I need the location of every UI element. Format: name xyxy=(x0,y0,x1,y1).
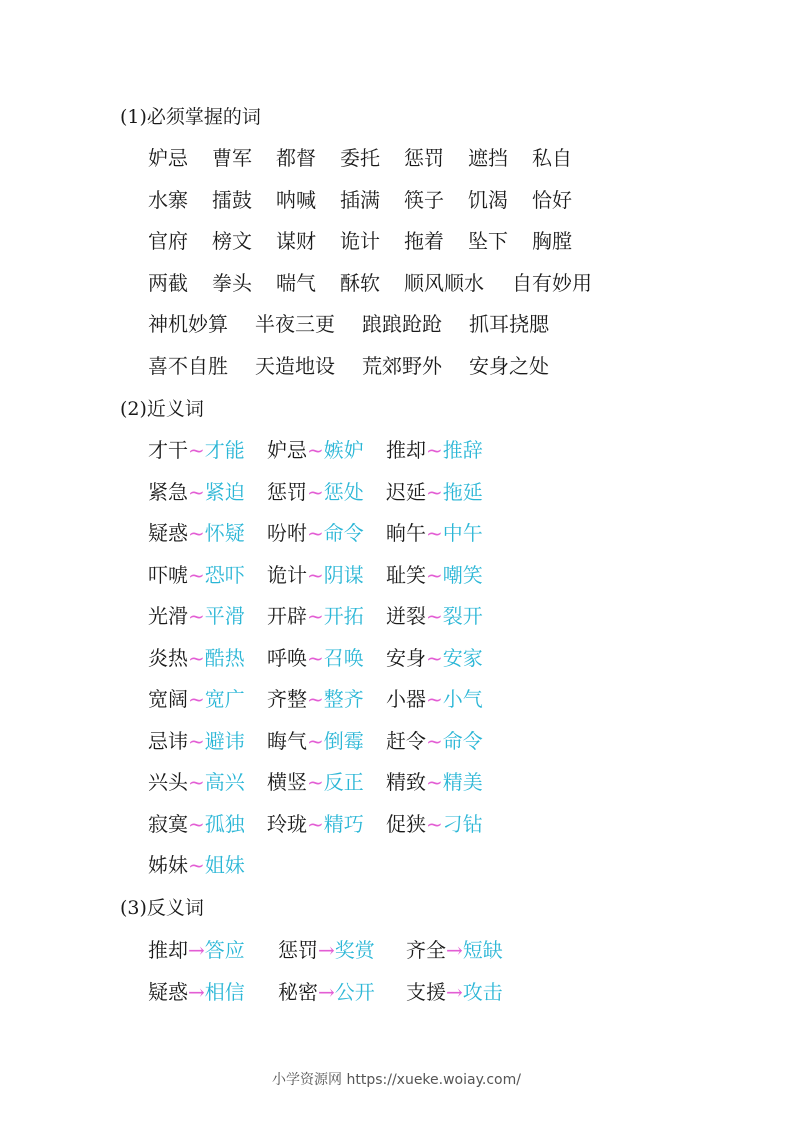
word-pair xyxy=(267,479,364,505)
answer-word: 开拓 xyxy=(323,604,364,628)
answer-word: 精美 xyxy=(442,770,483,794)
source-word: 惩罚 xyxy=(278,938,318,962)
tilde-separator: ~ xyxy=(426,645,443,670)
word-pair xyxy=(406,937,503,963)
answer-word: 孤独 xyxy=(204,811,245,836)
answer-word: 倒霉 xyxy=(323,728,364,753)
word-pair xyxy=(148,562,245,588)
source-word: 疑惑 xyxy=(148,521,188,545)
tilde-separator: ~ xyxy=(307,521,324,545)
source-word: 晌午 xyxy=(386,521,426,545)
source-word: 炎热 xyxy=(148,645,188,670)
answer-word: 攻击 xyxy=(462,979,503,1004)
vocab-word: 惩罚 xyxy=(404,146,444,170)
answer-word: 紧迫 xyxy=(204,479,245,504)
source-word: 寂寞 xyxy=(148,811,188,836)
answer-word: 命令 xyxy=(323,521,364,545)
answer-word: 相信 xyxy=(204,979,245,1004)
source-word: 迟延 xyxy=(386,479,426,504)
answer-word: 才能 xyxy=(204,438,245,462)
tilde-separator: ~ xyxy=(188,853,205,877)
word-pair xyxy=(148,520,245,546)
arrow-separator: → xyxy=(188,979,205,1004)
word-pair xyxy=(386,479,483,505)
vocab-word: 委托 xyxy=(340,146,380,170)
source-word: 才干 xyxy=(148,438,188,462)
word-pair xyxy=(267,686,364,712)
tilde-separator: ~ xyxy=(188,645,205,670)
vocab-word: 水寨 xyxy=(148,187,188,212)
answer-word: 短缺 xyxy=(462,938,503,962)
answer-word: 裂开 xyxy=(442,604,483,628)
tilde-separator: ~ xyxy=(426,438,443,462)
word-pair xyxy=(267,769,364,795)
word-pair xyxy=(267,728,364,754)
source-word: 紧急 xyxy=(148,479,188,504)
vocab-word: 饥渴 xyxy=(468,187,508,212)
tilde-separator: ~ xyxy=(188,811,205,836)
vocab-word: 妒忌 xyxy=(148,146,188,170)
vocab-word: 筷子 xyxy=(404,187,444,212)
word-pair xyxy=(148,979,245,1005)
answer-word: 中午 xyxy=(442,521,483,545)
source-word: 吩咐 xyxy=(267,521,307,545)
source-word: 耻笑 xyxy=(386,562,426,587)
tilde-separator: ~ xyxy=(188,728,205,753)
section-2-heading: (2)近义词 xyxy=(120,398,204,420)
vocab-word: 诡计 xyxy=(340,229,380,254)
vocab-word: 胸膛 xyxy=(532,229,572,254)
source-word: 妒忌 xyxy=(267,438,307,462)
vocab-word: 擂鼓 xyxy=(212,187,252,212)
tilde-separator: ~ xyxy=(307,645,324,670)
arrow-separator: → xyxy=(318,938,335,962)
tilde-separator: ~ xyxy=(307,728,324,753)
vocab-word: 恰好 xyxy=(532,187,572,212)
answer-word: 安家 xyxy=(442,645,483,670)
source-word: 晦气 xyxy=(267,728,307,753)
arrow-separator: → xyxy=(446,938,463,962)
vocab-word: 自有妙用 xyxy=(512,270,592,295)
answer-word: 平滑 xyxy=(204,604,245,628)
answer-word: 命令 xyxy=(442,728,483,753)
word-pair xyxy=(148,686,245,712)
tilde-separator: ~ xyxy=(426,770,443,794)
answer-word: 推辞 xyxy=(442,438,483,462)
word-pair xyxy=(148,645,245,671)
word-pair xyxy=(148,769,245,795)
word-pair xyxy=(278,937,375,963)
arrow-separator: → xyxy=(446,979,463,1004)
tilde-separator: ~ xyxy=(188,438,205,462)
vocab-word: 天造地设 xyxy=(255,354,335,378)
vocab-word: 坠下 xyxy=(468,229,508,254)
vocab-word: 两截 xyxy=(148,270,188,295)
vocab-word: 曹军 xyxy=(212,146,252,170)
vocab-word: 半夜三更 xyxy=(255,312,335,337)
source-word: 赶令 xyxy=(386,728,426,753)
word-pair xyxy=(148,852,245,878)
tilde-separator: ~ xyxy=(426,521,443,545)
word-pair xyxy=(267,520,364,546)
source-word: 疑惑 xyxy=(148,979,188,1004)
word-pair xyxy=(278,979,375,1005)
word-pair xyxy=(267,811,364,837)
word-pair xyxy=(386,811,483,837)
tilde-separator: ~ xyxy=(307,770,324,794)
word-pair xyxy=(386,645,483,671)
page-footer: 小学资源网 https://xueke.woiay.com/ xyxy=(272,1072,521,1088)
vocab-word: 喘气 xyxy=(276,270,316,295)
source-word: 忌讳 xyxy=(148,728,188,753)
vocab-word: 喜不自胜 xyxy=(148,354,228,378)
word-pair xyxy=(267,437,364,463)
tilde-separator: ~ xyxy=(307,479,324,504)
source-word: 推却 xyxy=(148,938,188,962)
arrow-separator: → xyxy=(188,938,205,962)
answer-word: 整齐 xyxy=(323,687,364,711)
source-word: 迸裂 xyxy=(386,604,426,628)
section-1-heading: (1)必须掌握的词 xyxy=(120,106,261,128)
source-word: 姊妹 xyxy=(148,853,188,877)
tilde-separator: ~ xyxy=(188,521,205,545)
word-pair xyxy=(267,603,364,629)
arrow-separator: → xyxy=(318,979,335,1004)
answer-word: 拖延 xyxy=(442,479,483,504)
answer-word: 酷热 xyxy=(204,645,245,670)
answer-word: 嘲笑 xyxy=(442,562,483,587)
vocab-word: 拳头 xyxy=(212,270,252,295)
vocab-word: 安身之处 xyxy=(469,354,549,378)
vocab-word: 官府 xyxy=(148,229,188,254)
vocab-word: 荒郊野外 xyxy=(362,354,442,378)
source-word: 吓唬 xyxy=(148,562,188,587)
section-3-heading: (3)反义词 xyxy=(120,897,204,919)
tilde-separator: ~ xyxy=(426,479,443,504)
vocab-word: 都督 xyxy=(276,146,316,170)
vocab-word: 抓耳挠腮 xyxy=(469,312,549,337)
answer-word: 宽广 xyxy=(204,687,245,711)
source-word: 支援 xyxy=(406,979,446,1004)
tilde-separator: ~ xyxy=(188,562,205,587)
vocab-word: 私自 xyxy=(532,146,572,170)
vocab-word: 呐喊 xyxy=(276,187,316,212)
word-pair xyxy=(148,811,245,837)
word-pair xyxy=(386,562,483,588)
vocab-word: 顺风顺水 xyxy=(404,270,484,295)
tilde-separator: ~ xyxy=(188,770,205,794)
source-word: 诡计 xyxy=(267,562,307,587)
source-word: 光滑 xyxy=(148,604,188,628)
tilde-separator: ~ xyxy=(426,811,443,836)
vocab-word: 酥软 xyxy=(340,270,380,295)
word-pair xyxy=(148,728,245,754)
tilde-separator: ~ xyxy=(307,604,324,628)
source-word: 安身 xyxy=(386,645,426,670)
source-word: 呼唤 xyxy=(267,645,307,670)
answer-word: 嫉妒 xyxy=(323,438,364,462)
source-word: 惩罚 xyxy=(267,479,307,504)
vocab-word: 遮挡 xyxy=(468,146,508,170)
source-word: 齐全 xyxy=(406,938,446,962)
answer-word: 惩处 xyxy=(323,479,364,504)
word-pair xyxy=(386,728,483,754)
answer-word: 召唤 xyxy=(323,645,364,670)
source-word: 秘密 xyxy=(278,979,318,1004)
answer-word: 小气 xyxy=(442,687,483,711)
word-pair xyxy=(267,562,364,588)
source-word: 玲珑 xyxy=(267,811,307,836)
source-word: 促狭 xyxy=(386,811,426,836)
tilde-separator: ~ xyxy=(188,479,205,504)
tilde-separator: ~ xyxy=(307,438,324,462)
tilde-separator: ~ xyxy=(188,687,205,711)
word-pair xyxy=(406,979,503,1005)
tilde-separator: ~ xyxy=(188,604,205,628)
answer-word: 答应 xyxy=(204,938,245,962)
word-pair xyxy=(148,437,245,463)
source-word: 小器 xyxy=(386,687,426,711)
vocab-word: 神机妙算 xyxy=(148,312,228,337)
answer-word: 奖赏 xyxy=(334,938,375,962)
word-pair xyxy=(148,603,245,629)
tilde-separator: ~ xyxy=(307,687,324,711)
vocab-word: 拖着 xyxy=(404,229,444,254)
word-pair xyxy=(386,769,483,795)
answer-word: 避讳 xyxy=(204,728,245,753)
word-pair xyxy=(386,520,483,546)
vocab-word: 踉踉跄跄 xyxy=(362,312,442,337)
word-pair xyxy=(386,603,483,629)
source-word: 宽阔 xyxy=(148,687,188,711)
source-word: 开辟 xyxy=(267,604,307,628)
word-pair xyxy=(148,479,245,505)
tilde-separator: ~ xyxy=(426,728,443,753)
answer-word: 阴谋 xyxy=(323,562,364,587)
vocab-word: 插满 xyxy=(340,187,380,212)
tilde-separator: ~ xyxy=(426,562,443,587)
source-word: 兴头 xyxy=(148,770,188,794)
answer-word: 精巧 xyxy=(323,811,364,836)
tilde-separator: ~ xyxy=(426,687,443,711)
word-pair xyxy=(148,937,245,963)
tilde-separator: ~ xyxy=(307,562,324,587)
answer-word: 公开 xyxy=(334,979,375,1004)
word-pair xyxy=(386,686,483,712)
word-pair xyxy=(386,437,483,463)
tilde-separator: ~ xyxy=(307,811,324,836)
answer-word: 怀疑 xyxy=(204,521,245,545)
vocab-word: 谋财 xyxy=(276,229,316,254)
answer-word: 高兴 xyxy=(204,770,245,794)
vocab-word: 榜文 xyxy=(212,229,252,254)
source-word: 齐整 xyxy=(267,687,307,711)
tilde-separator: ~ xyxy=(426,604,443,628)
answer-word: 刁钻 xyxy=(442,811,483,836)
source-word: 推却 xyxy=(386,438,426,462)
answer-word: 姐妹 xyxy=(204,853,245,877)
source-word: 精致 xyxy=(386,770,426,794)
source-word: 横竖 xyxy=(267,770,307,794)
word-pair xyxy=(267,645,364,671)
answer-word: 恐吓 xyxy=(204,562,245,587)
answer-word: 反正 xyxy=(323,770,364,794)
